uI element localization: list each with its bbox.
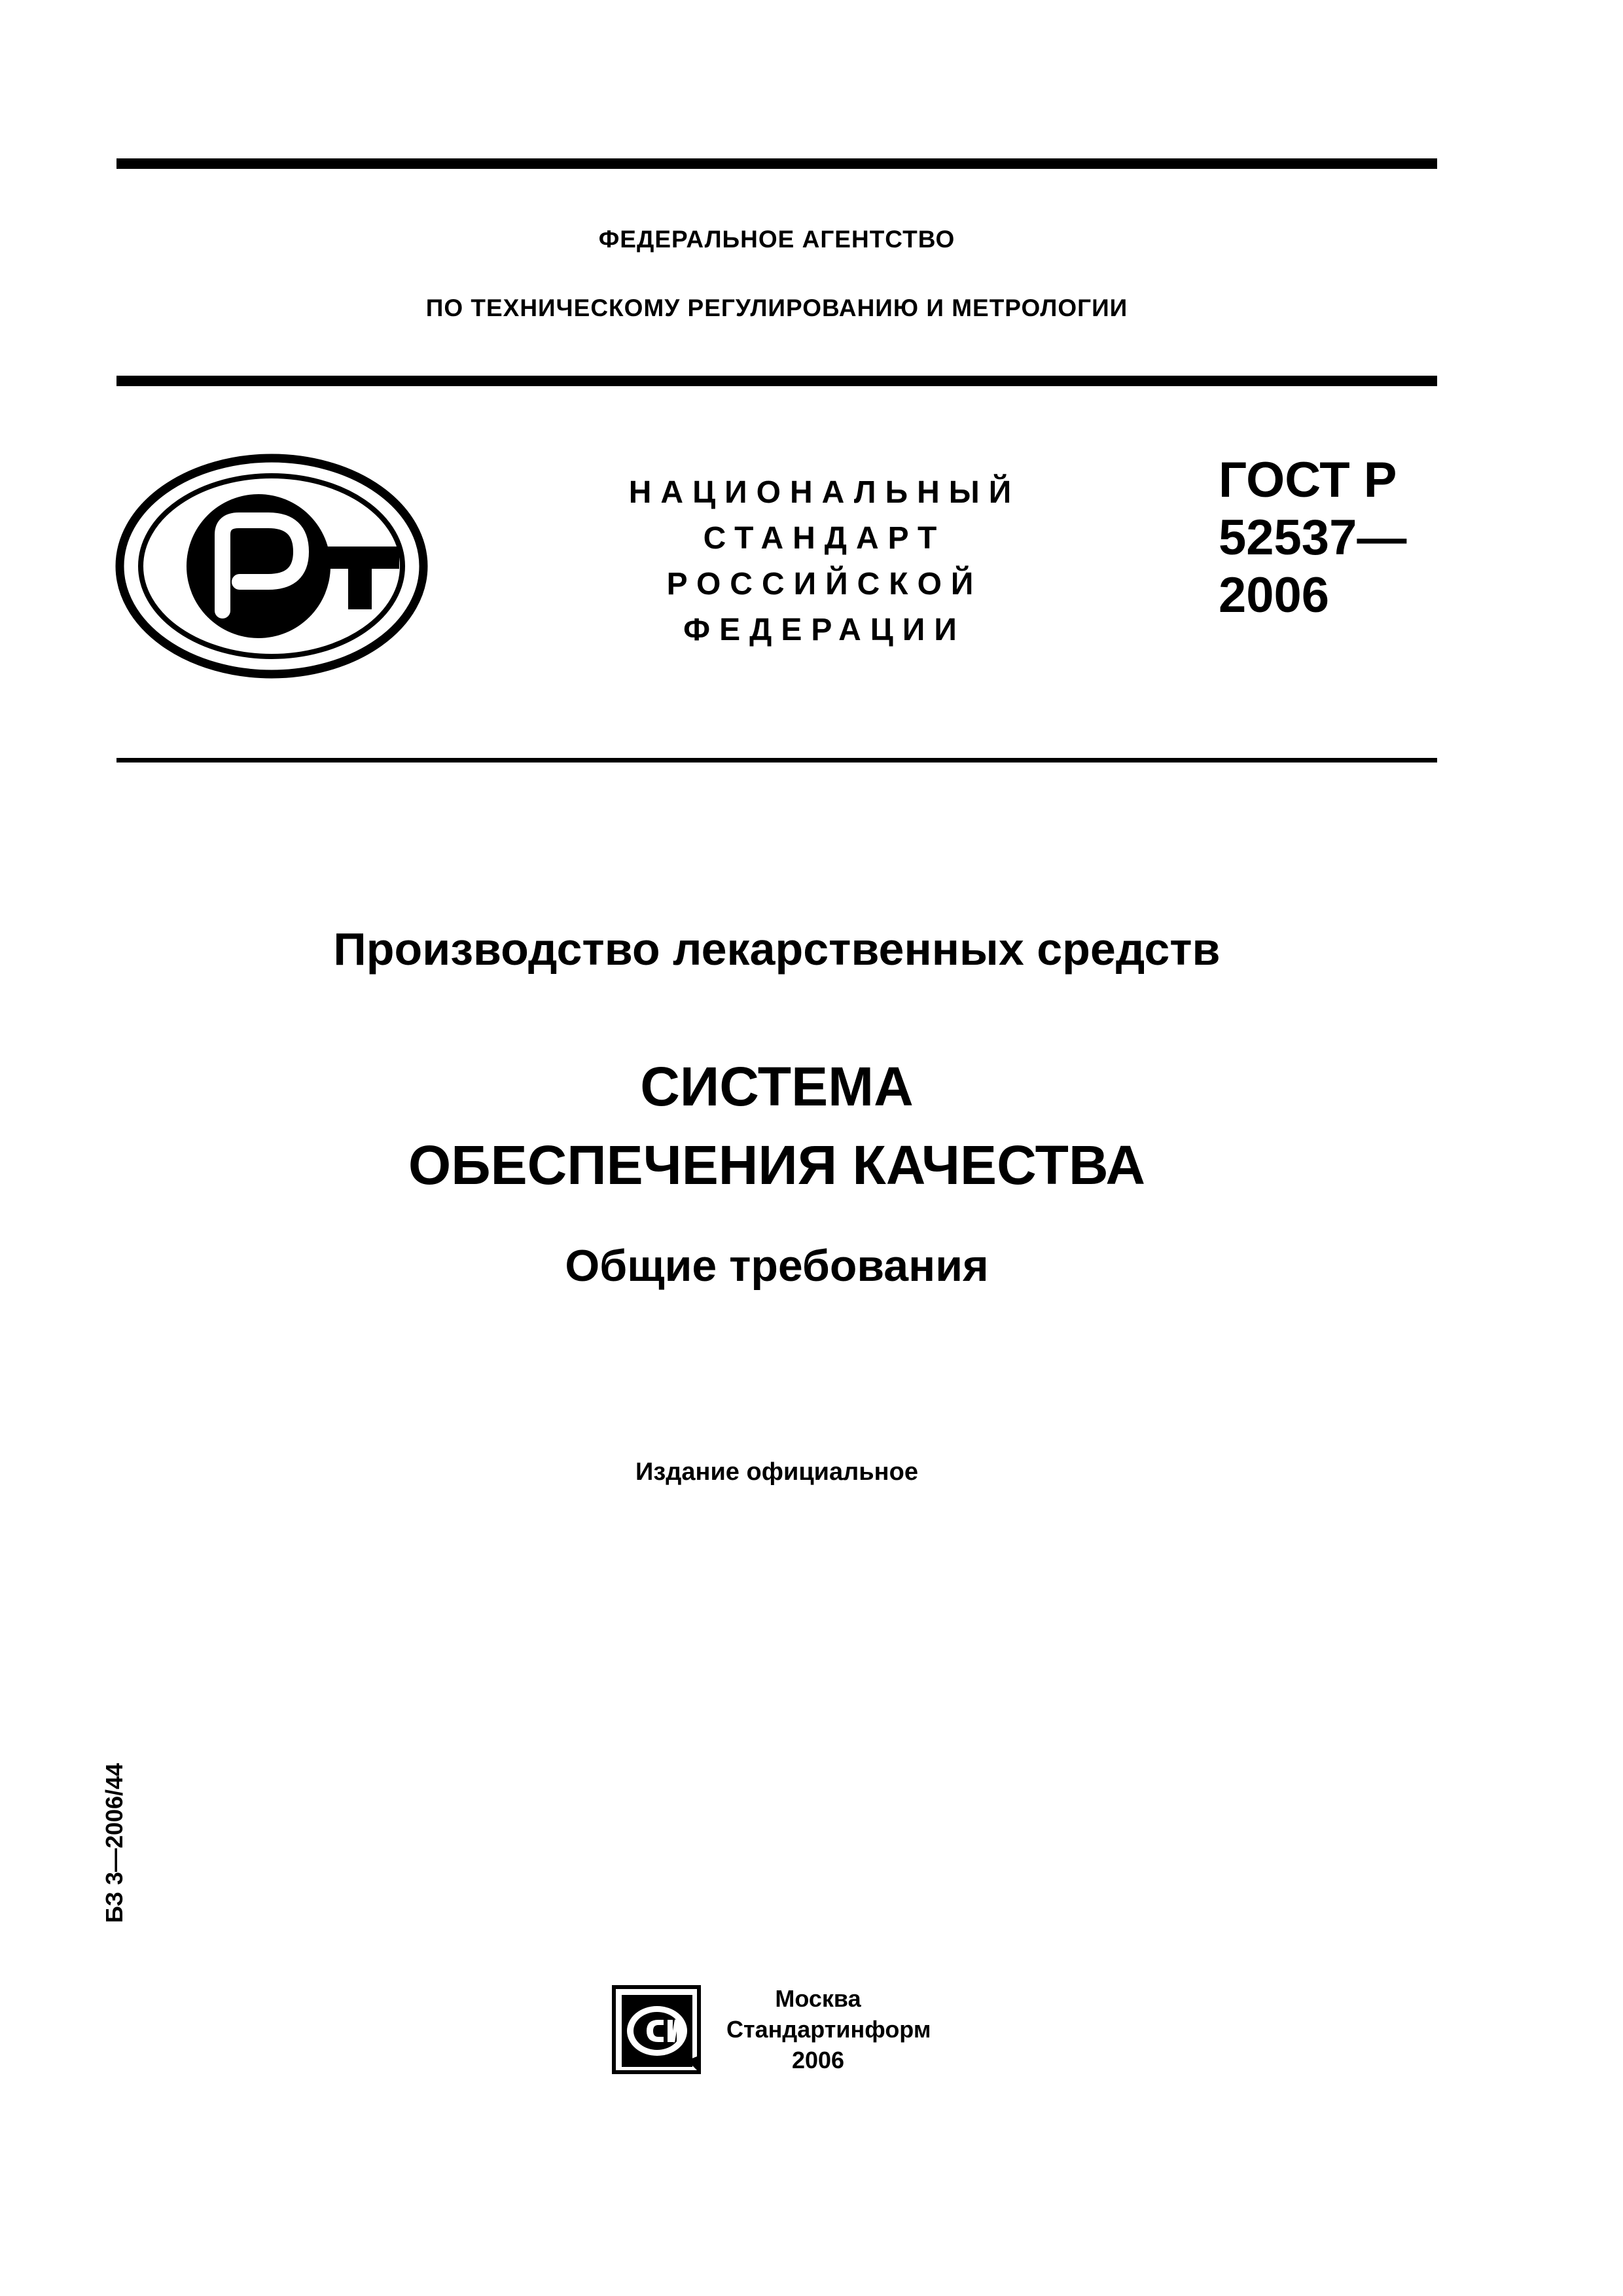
bottom-rule — [116, 758, 1437, 762]
registry-number: БЗ 3—2006/44 — [101, 1763, 128, 1923]
standartinform-logo-icon — [609, 1982, 707, 2080]
agency-line-1: ФЕДЕРАЛЬНОЕ АГЕНТСТВО — [598, 226, 955, 253]
document-title-line-1: СИСТЕМА — [640, 1056, 914, 1117]
designation-line-1: ГОСТ Р — [1219, 452, 1397, 508]
document-title-line-2: ОБЕСПЕЧЕНИЯ КАЧЕСТВА — [408, 1134, 1146, 1196]
publisher-city: Москва — [775, 1985, 861, 2012]
standard-designation — [1219, 452, 1406, 624]
publisher-year: 2006 — [791, 2047, 845, 2073]
middle-rule — [116, 376, 1437, 386]
publisher-name: Стандартинформ — [726, 2016, 931, 2043]
rst-conformity-logo-icon — [111, 448, 432, 684]
designation-line-2: 52537— — [1219, 510, 1407, 565]
top-rule — [116, 158, 1437, 169]
designation-line-3: 2006 — [1219, 567, 1330, 623]
standard-type-line-3: РОССИЙСКОЙ — [666, 567, 983, 601]
edition-label: Издание официальное — [635, 1458, 918, 1486]
agency-line-2: ПО ТЕХНИЧЕСКОМУ РЕГУЛИРОВАНИЮ И МЕТРОЛОГИИ — [425, 295, 1128, 321]
standard-type-line-1: НАЦИОНАЛЬНЫЙ — [628, 475, 1021, 510]
document-subject: Производство лекарственных средств — [333, 924, 1221, 975]
standard-type-line-4: ФЕДЕРАЦИИ — [683, 613, 966, 647]
publisher-info — [726, 1983, 931, 2075]
document-subtitle: Общие требования — [565, 1241, 989, 1291]
standard-type — [563, 470, 1086, 653]
document-title — [116, 1047, 1437, 1204]
standard-type-line-2: СТАНДАРТ — [703, 521, 946, 556]
